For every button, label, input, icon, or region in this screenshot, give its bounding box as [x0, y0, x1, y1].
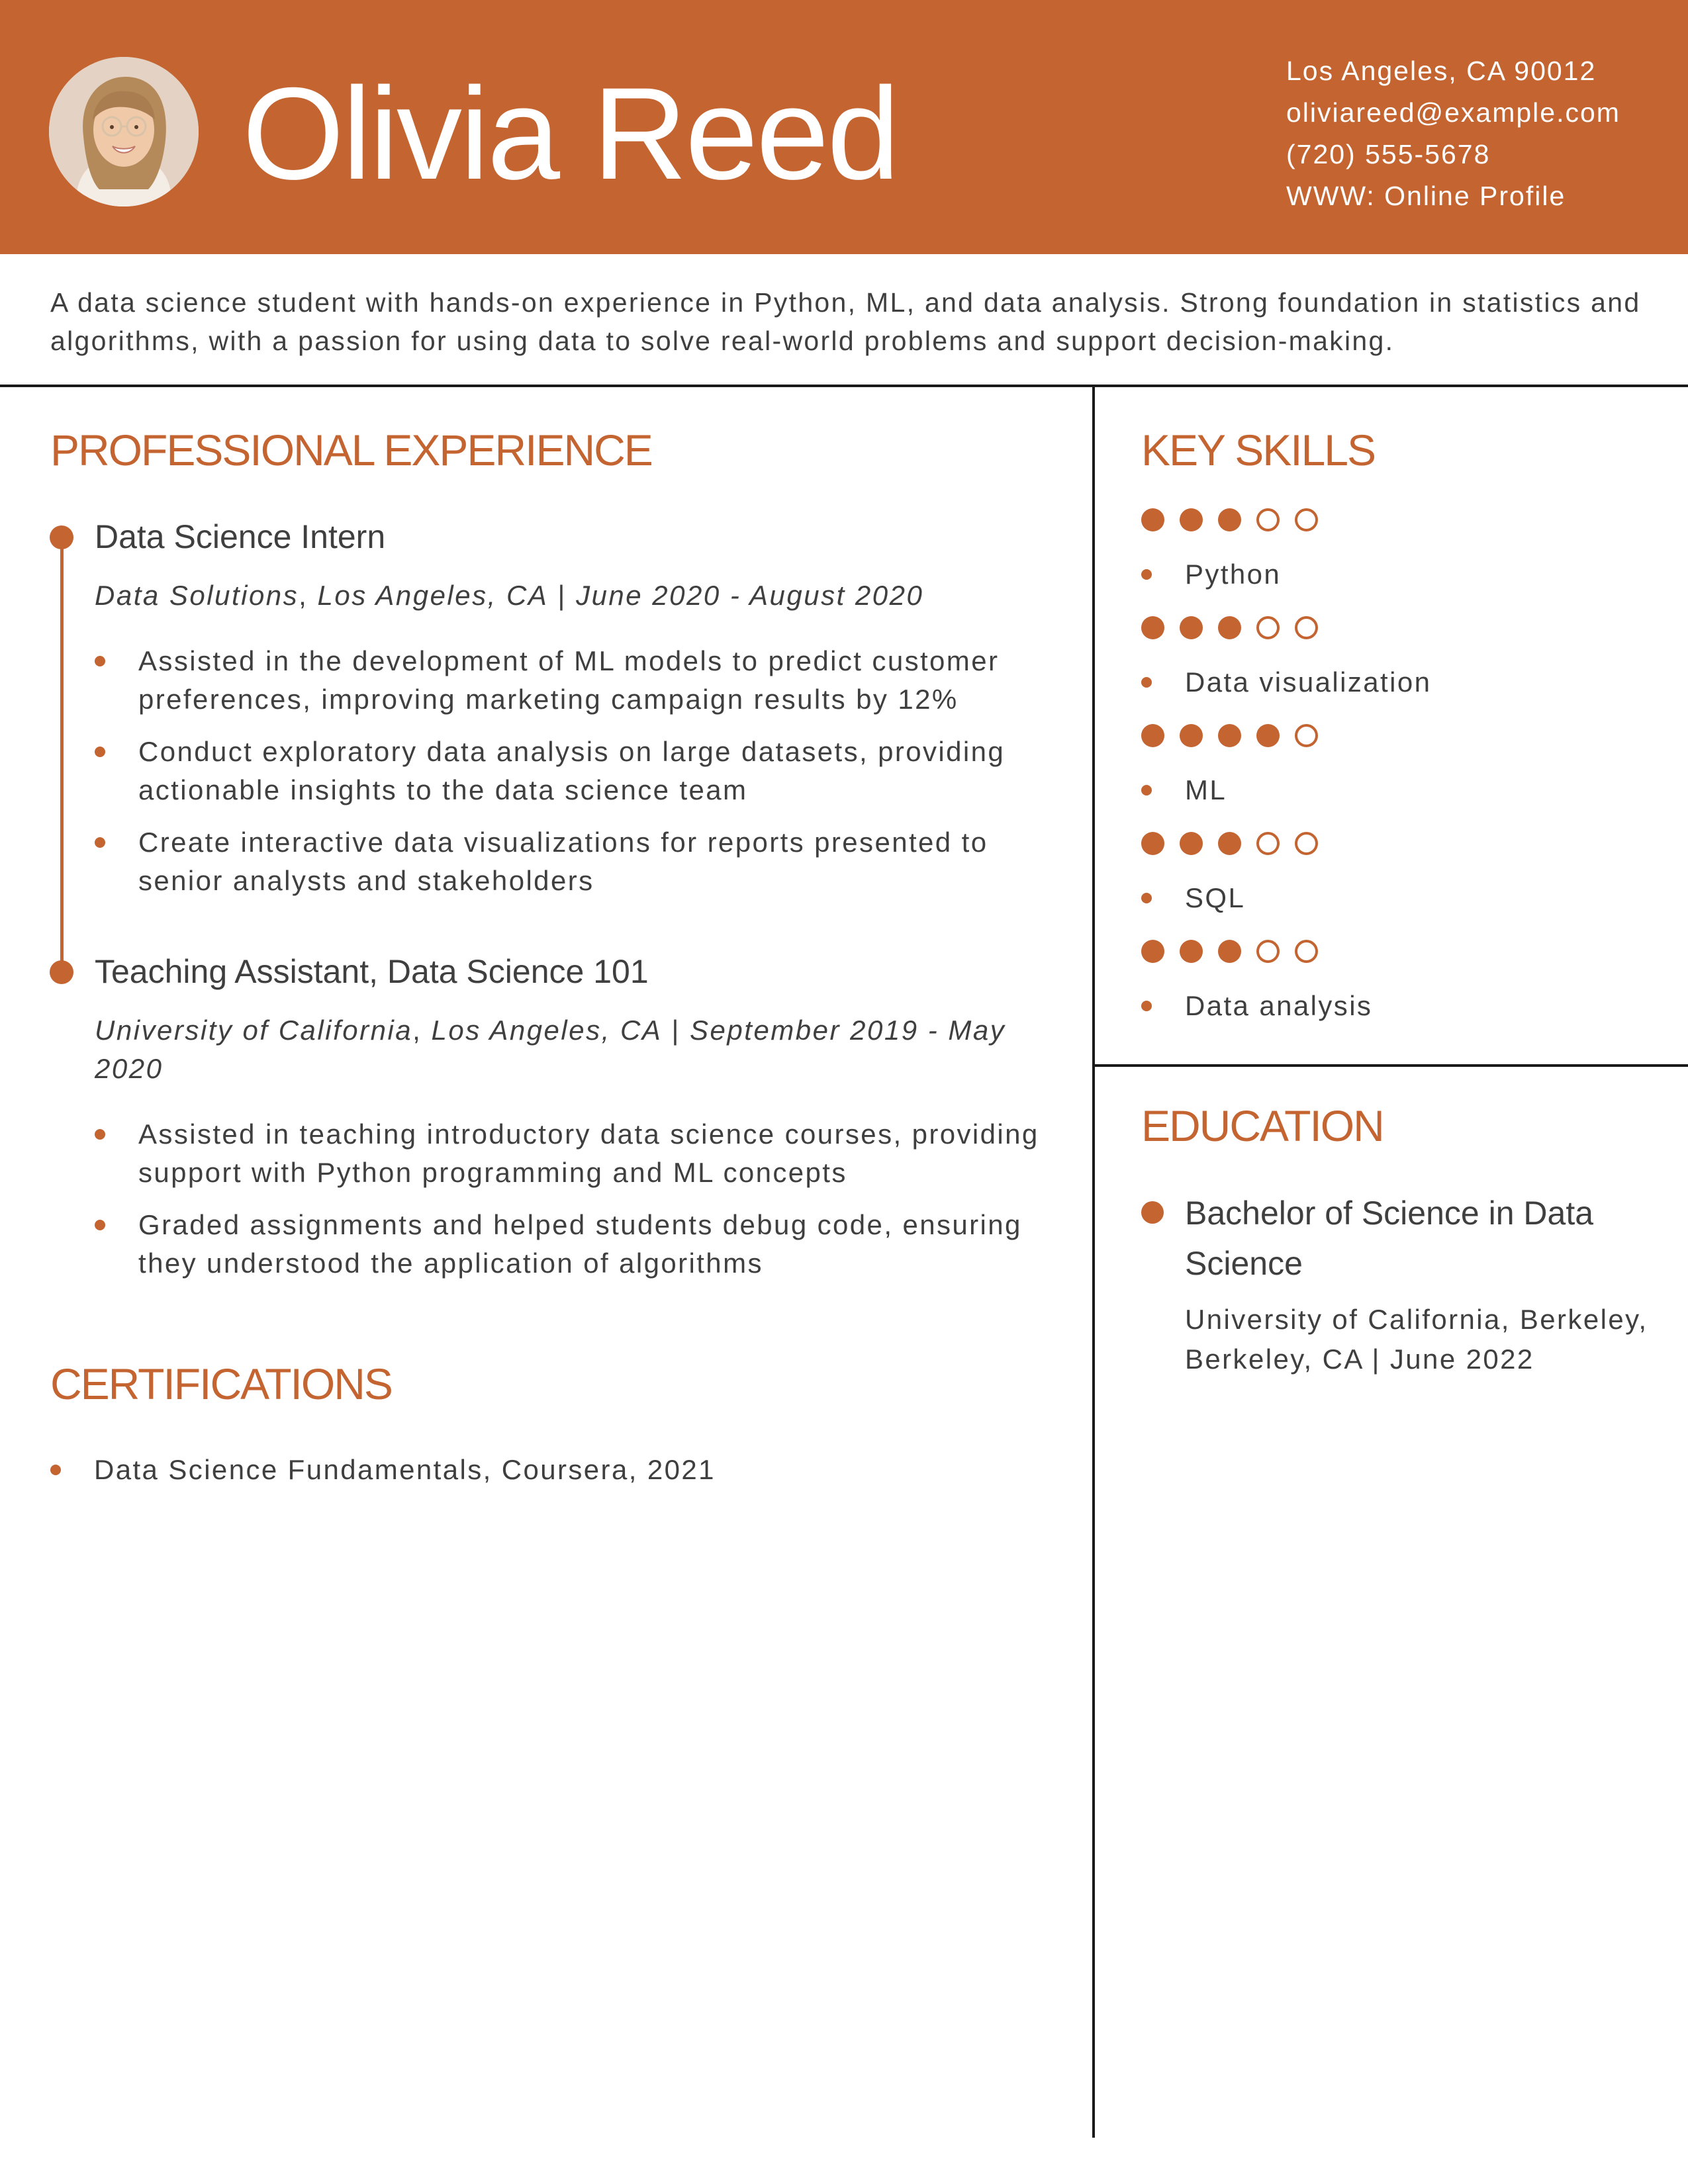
- skill-item: [1141, 832, 1658, 940]
- bullet-dot: [95, 1129, 105, 1140]
- skill-name: Python: [1185, 559, 1282, 590]
- skill-name: Data visualization: [1185, 666, 1432, 698]
- job-title: Teaching Assistant, Data Science 101: [95, 953, 649, 990]
- skill-rating: [1141, 616, 1318, 640]
- rating-dot-filled: [1180, 616, 1203, 639]
- skill-item: [1141, 508, 1658, 616]
- rating-dot-empty: [1256, 616, 1280, 639]
- experience-heading: PROFESSIONAL EXPERIENCE: [50, 426, 652, 475]
- skill-item: [1141, 940, 1658, 1048]
- rating-dot-filled: [1218, 832, 1241, 855]
- job-meta: University of California, Los Angeles, CA | September 2019 - May 2020: [95, 1015, 1006, 1084]
- contact-block: [1286, 50, 1677, 217]
- rating-dot-filled: [1180, 940, 1203, 963]
- skill-name: SQL: [1185, 882, 1246, 913]
- skill-rating: [1141, 724, 1318, 748]
- bullet-dot: [1141, 1201, 1164, 1224]
- job-meta: Data Solutions, Los Angeles, CA | June 2020 - August 2020: [95, 580, 924, 611]
- job-bullets: [95, 642, 1048, 914]
- skills-heading: KEY SKILLS: [1141, 426, 1376, 475]
- skill-rating: [1141, 940, 1318, 964]
- rating-dot-filled: [1180, 508, 1203, 531]
- rating-dot-filled: [1218, 616, 1241, 639]
- rating-dot-empty: [1295, 508, 1318, 531]
- rating-dot-empty: [1295, 724, 1318, 747]
- rating-dot-empty: [1295, 940, 1318, 963]
- timeline-dot: [50, 960, 73, 984]
- job-location: Los Angeles, CA: [431, 1015, 663, 1046]
- rating-dot-empty: [1256, 508, 1280, 531]
- summary-text: A data science student with hands-on experience in Python, ML, and data analysis. Strong foundation in statistics and algorithms, with a passion for using data to solve real-world problems and support decision-making.: [50, 287, 1641, 356]
- job-dates: September 2019 - May 2020: [95, 1015, 1006, 1084]
- contact-location: Los Angeles, CA 90012: [1286, 56, 1597, 86]
- bullet-dot: [95, 656, 105, 666]
- job-location: Los Angeles, CA: [317, 580, 549, 611]
- rating-dot-empty: [1256, 940, 1280, 963]
- rating-dot-filled: [1180, 724, 1203, 747]
- bullet-dot: [50, 1465, 61, 1475]
- candidate-name: Olivia Reed: [242, 60, 898, 206]
- profile-photo-image: [49, 57, 199, 206]
- skill-rating: [1141, 508, 1318, 532]
- list-item: Conduct exploratory data analysis on large datasets, providing actionable insights to the data science team: [95, 733, 1048, 809]
- sidebar-divider: [1095, 1064, 1688, 1067]
- horizontal-divider: [0, 385, 1688, 387]
- education-degree: Bachelor of Science in Data Science: [1185, 1195, 1594, 1282]
- bullet-dot: [1141, 569, 1152, 580]
- bullet-dot: [1141, 785, 1152, 796]
- certifications-heading: CERTIFICATIONS: [50, 1359, 392, 1408]
- skill-item: [1141, 724, 1658, 832]
- header-banner: [0, 0, 1688, 254]
- list-item: Assisted in the development of ML models to predict customer preferences, improving marketing campaign results by 12%: [95, 642, 1048, 719]
- skill-item: [1141, 616, 1658, 724]
- skill-name: ML: [1185, 774, 1227, 805]
- column-divider: [1092, 387, 1095, 2138]
- bullet-dot: [95, 837, 105, 848]
- rating-dot-filled: [1256, 724, 1280, 747]
- job-company: Data Solutions: [95, 580, 299, 611]
- contact-email[interactable]: oliviareed@example.com: [1286, 97, 1620, 128]
- profile-photo: [49, 57, 199, 206]
- contact-website[interactable]: WWW: Online Profile: [1286, 181, 1566, 211]
- rating-dot-filled: [1141, 832, 1164, 855]
- rating-dot-filled: [1141, 940, 1164, 963]
- bullet-dot: [95, 747, 105, 757]
- rating-dot-filled: [1218, 724, 1241, 747]
- bullet-dot: [1141, 893, 1152, 903]
- skill-name: Data analysis: [1185, 990, 1373, 1021]
- bullet-dot: [1141, 1001, 1152, 1011]
- list-item: Graded assignments and helped students debug code, ensuring they understood the application of algorithms: [95, 1206, 1048, 1283]
- job-bullets: [95, 1115, 1048, 1297]
- skill-rating: [1141, 832, 1318, 856]
- rating-dot-filled: [1141, 616, 1164, 639]
- bullet-dot: [1141, 677, 1152, 688]
- list-item: Create interactive data visualizations for reports presented to senior analysts and stakeholders: [95, 823, 1048, 900]
- bullet-dot: [95, 1220, 105, 1230]
- job-company: University of California: [95, 1015, 413, 1046]
- rating-dot-empty: [1256, 832, 1280, 855]
- job-title: Data Science Intern: [95, 518, 386, 555]
- certification-item: Data Science Fundamentals, Coursera, 2021: [50, 1451, 716, 1489]
- rating-dot-filled: [1218, 940, 1241, 963]
- rating-dot-filled: [1141, 724, 1164, 747]
- list-item: Assisted in teaching introductory data science courses, providing support with Python programming and ML concepts: [95, 1115, 1048, 1192]
- rating-dot-filled: [1218, 508, 1241, 531]
- education-school: University of California, Berkeley, Berkeley, CA | June 2022: [1185, 1304, 1648, 1375]
- rating-dot-filled: [1141, 508, 1164, 531]
- contact-phone[interactable]: (720) 555-5678: [1286, 139, 1491, 169]
- skills-list: [1141, 508, 1658, 1048]
- education-heading: EDUCATION: [1141, 1101, 1383, 1150]
- rating-dot-empty: [1295, 832, 1318, 855]
- job-dates: June 2020 - August 2020: [576, 580, 924, 611]
- timeline-dot: [50, 525, 73, 549]
- rating-dot-empty: [1295, 616, 1318, 639]
- timeline-line: [60, 537, 64, 972]
- rating-dot-filled: [1180, 832, 1203, 855]
